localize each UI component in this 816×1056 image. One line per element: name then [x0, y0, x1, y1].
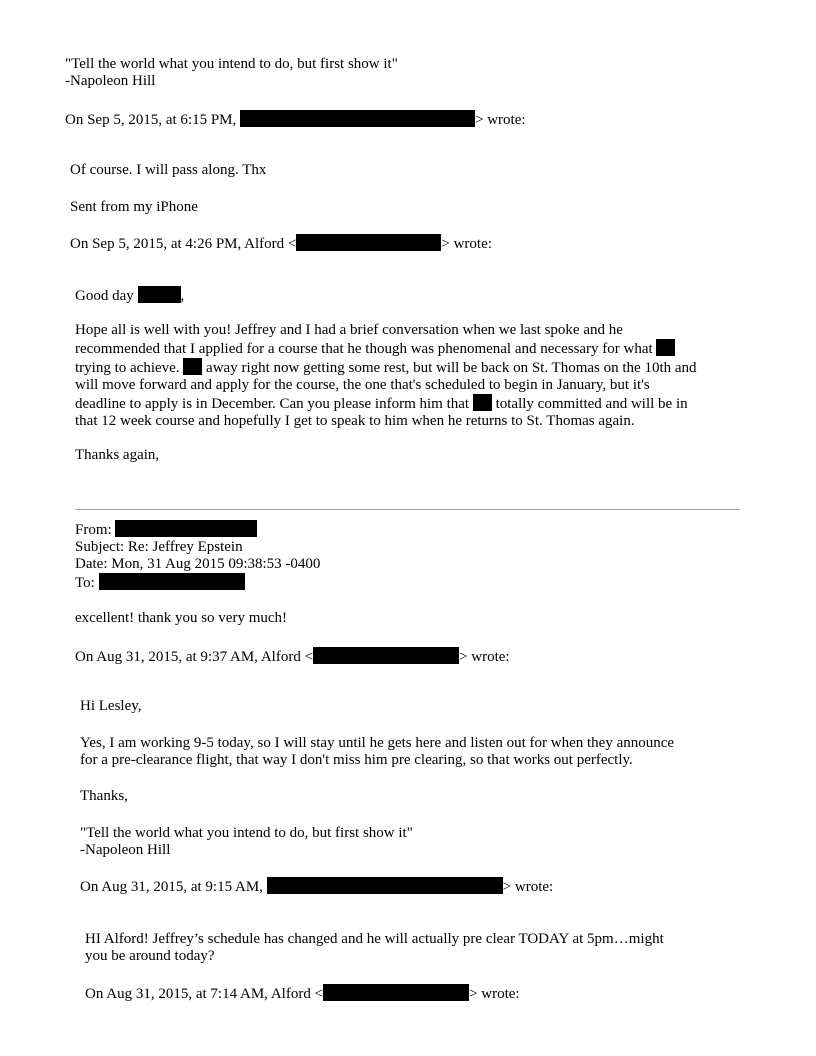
quote-header-prefix: On Sep 5, 2015, at 6:15 PM,	[65, 112, 237, 128]
redaction-box	[183, 358, 202, 375]
message-body	[75, 322, 697, 430]
body-line: deadline to apply is in December. Can you please inform him that totally committed and will be in	[75, 396, 688, 412]
quote-header	[70, 234, 492, 253]
from-line: From:	[75, 520, 320, 539]
body-line: will move forward and apply for the course, the one that's scheduled to begin in January, but it's	[75, 377, 650, 393]
sign-off: Thanks again,	[75, 447, 160, 463]
body-line: recommended that I applied for a course that he though was phenomenal and necessary for what	[75, 339, 697, 358]
body-line: HI Alford! Jeffrey’s schedule has changed and he will actually pre clear TODAY at 5pm…might	[85, 931, 664, 947]
body-line: you be around today?	[85, 948, 215, 964]
quote-header-suffix: > wrote:	[469, 986, 520, 1002]
redaction-box	[313, 647, 459, 664]
redaction-box	[323, 984, 469, 1001]
quote-header-suffix: > wrote:	[502, 879, 554, 895]
redaction-box	[240, 110, 475, 127]
quote-header	[65, 110, 526, 129]
quote-header	[75, 647, 510, 666]
body-line: that 12 week course and hopefully I get to speak to him when he returns to St. Thomas again.	[75, 413, 635, 429]
date-line: Date: Mon, 31 Aug 2015 09:38:53 -0400	[75, 556, 321, 572]
body-line: for a pre-clearance flight, that way I don't miss him pre clearing, so that works out perfectly.	[80, 752, 633, 768]
signature-quote: "Tell the world what you intend to do, but first show it"	[80, 825, 413, 841]
redaction-box	[267, 877, 503, 894]
message-body	[80, 735, 674, 769]
redaction-box	[99, 573, 245, 590]
sent-from-line: Sent from my iPhone	[70, 199, 198, 215]
greeting	[75, 286, 184, 305]
header-divider	[75, 509, 740, 510]
quote-header-prefix: On Aug 31, 2015, at 9:37 AM, Alford <	[75, 649, 314, 665]
signature-quote: "Tell the world what you intend to do, but first show it"	[65, 56, 398, 72]
redaction-box	[656, 339, 675, 356]
email-headers	[75, 520, 320, 592]
quote-header-suffix: > wrote:	[441, 236, 492, 252]
subject-line: Subject: Re: Jeffrey Epstein	[75, 539, 243, 555]
message-text: Of course. I will pass along. Thx	[70, 162, 267, 178]
signature-block	[80, 825, 413, 859]
body-line: trying to achieve. away right now getting some rest, but will be back on St. Thomas on the 10th and	[75, 360, 697, 376]
sign-off: Thanks,	[80, 788, 128, 804]
quote-header-prefix: On Aug 31, 2015, at 7:14 AM, Alford <	[85, 986, 324, 1002]
quote-header-suffix: > wrote:	[475, 112, 526, 128]
signature-author: -Napoleon Hill	[65, 73, 156, 89]
signature-author: -Napoleon Hill	[80, 842, 171, 858]
redaction-box	[296, 234, 441, 251]
message-text: excellent! thank you so very much!	[75, 610, 288, 626]
message-body	[85, 931, 664, 965]
quote-header	[85, 984, 520, 1003]
redaction-box	[115, 520, 257, 537]
quote-header	[80, 877, 553, 896]
greeting: Hi Lesley,	[80, 698, 142, 714]
quote-header-suffix: > wrote:	[459, 649, 510, 665]
body-line: Hope all is well with you! Jeffrey and I had a brief conversation when we last spoke and he	[75, 322, 623, 338]
signature-block	[65, 56, 398, 90]
quote-header-prefix: On Sep 5, 2015, at 4:26 PM, Alford <	[70, 236, 297, 252]
body-line: Yes, I am working 9-5 today, so I will stay until he gets here and listen out for when they announce	[80, 735, 675, 751]
redaction-box	[473, 394, 492, 411]
redaction-box	[138, 286, 181, 303]
greeting-text: Good day	[75, 288, 134, 304]
to-line: To:	[75, 573, 320, 592]
quote-header-prefix: On Aug 31, 2015, at 9:15 AM,	[80, 879, 263, 895]
greeting-comma: ,	[180, 288, 185, 304]
